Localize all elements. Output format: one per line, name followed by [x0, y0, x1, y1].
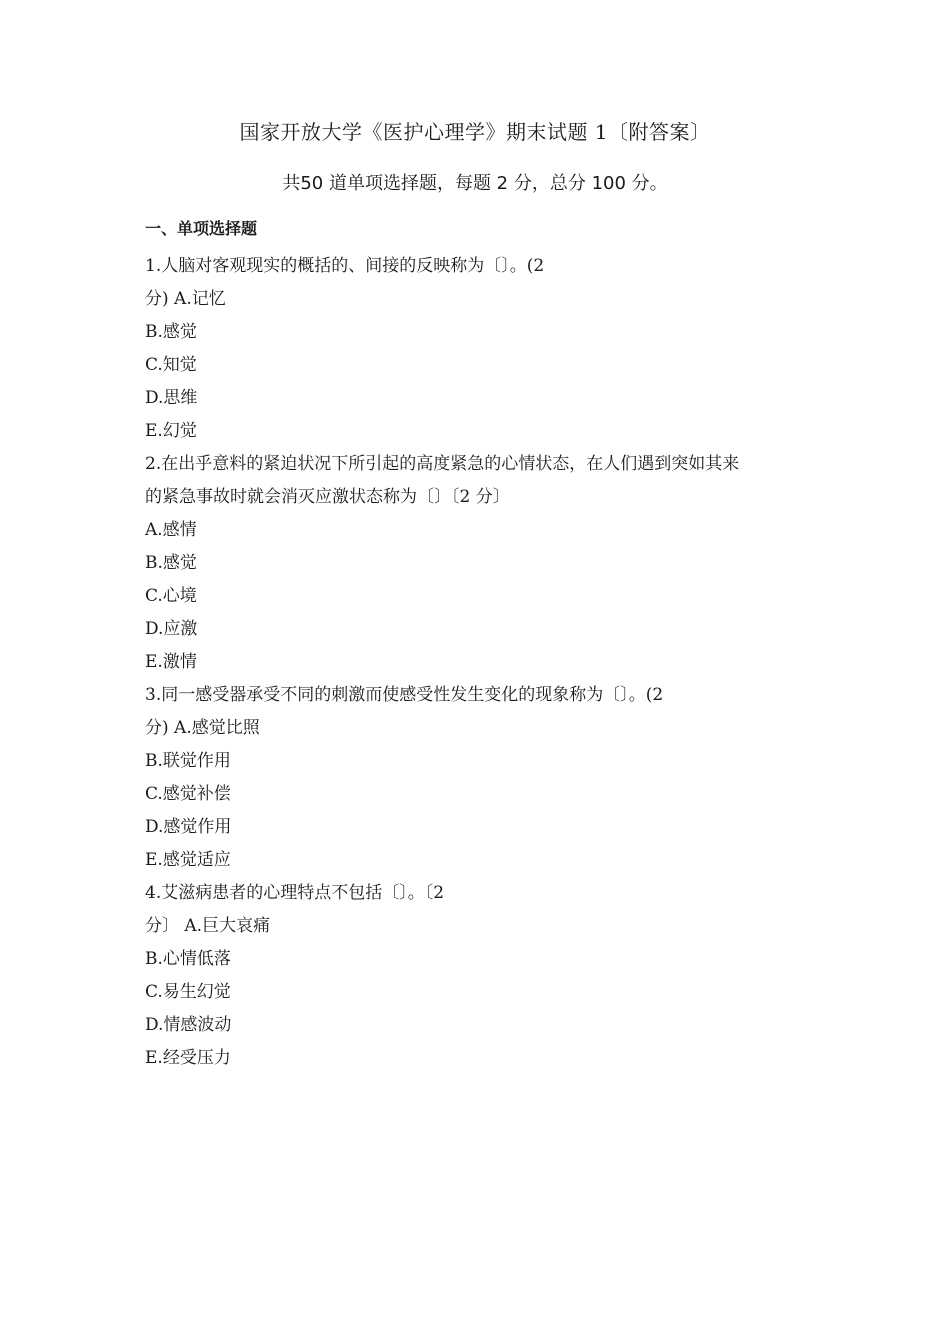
document-title: 国家开放大学《医护心理学》期末试题 1〔附答案〕: [239, 120, 711, 144]
section-heading: 一、单项选择题: [145, 219, 258, 238]
text-line: 的紧急事故时就会消灭应激状态称为〔〕〔2 分〕: [145, 487, 510, 507]
text-line: 分〕 A.巨大哀痛: [145, 916, 271, 936]
document-subtitle: 共50 道单项选择题，每题 2 分，总分 100 分。: [282, 173, 668, 194]
text-line: D.情感波动: [145, 1015, 232, 1035]
text-line: B.感觉: [145, 322, 197, 342]
text-line: E.经受压力: [145, 1048, 231, 1068]
text-line: B.感觉: [145, 553, 197, 573]
text-line: D.思维: [145, 388, 198, 408]
text-line: C.感觉补偿: [145, 784, 231, 804]
text-line: 分) A.感觉比照: [145, 718, 260, 738]
text-line: E.感觉适应: [145, 850, 231, 870]
text-line: C.知觉: [145, 355, 197, 375]
text-line: E.幻觉: [145, 421, 197, 441]
text-line: D.感觉作用: [145, 817, 232, 837]
question-list: [145, 253, 825, 1078]
text-line: 分) A.记忆: [145, 289, 226, 309]
text-line: A.感情: [145, 520, 197, 540]
text-line: B.心情低落: [145, 949, 231, 969]
text-line: C.心境: [145, 586, 197, 606]
text-line: E.激情: [145, 652, 197, 672]
text-line: C.易生幻觉: [145, 982, 231, 1002]
text-line: 4.艾滋病患者的心理特点不包括〔〕。〔2: [145, 883, 445, 903]
text-line: 3.同一感受器承受不同的刺激而使感受性发生变化的现象称为〔〕。(2: [145, 685, 664, 705]
text-line: 2.在出乎意料的紧迫状况下所引起的高度紧急的心情状态，在人们遇到突如其来: [145, 454, 740, 474]
text-line: 1.人脑对客观现实的概括的、间接的反映称为〔〕。(2: [145, 256, 545, 276]
text-line: B.联觉作用: [145, 751, 231, 771]
text-line: D.应激: [145, 619, 198, 639]
